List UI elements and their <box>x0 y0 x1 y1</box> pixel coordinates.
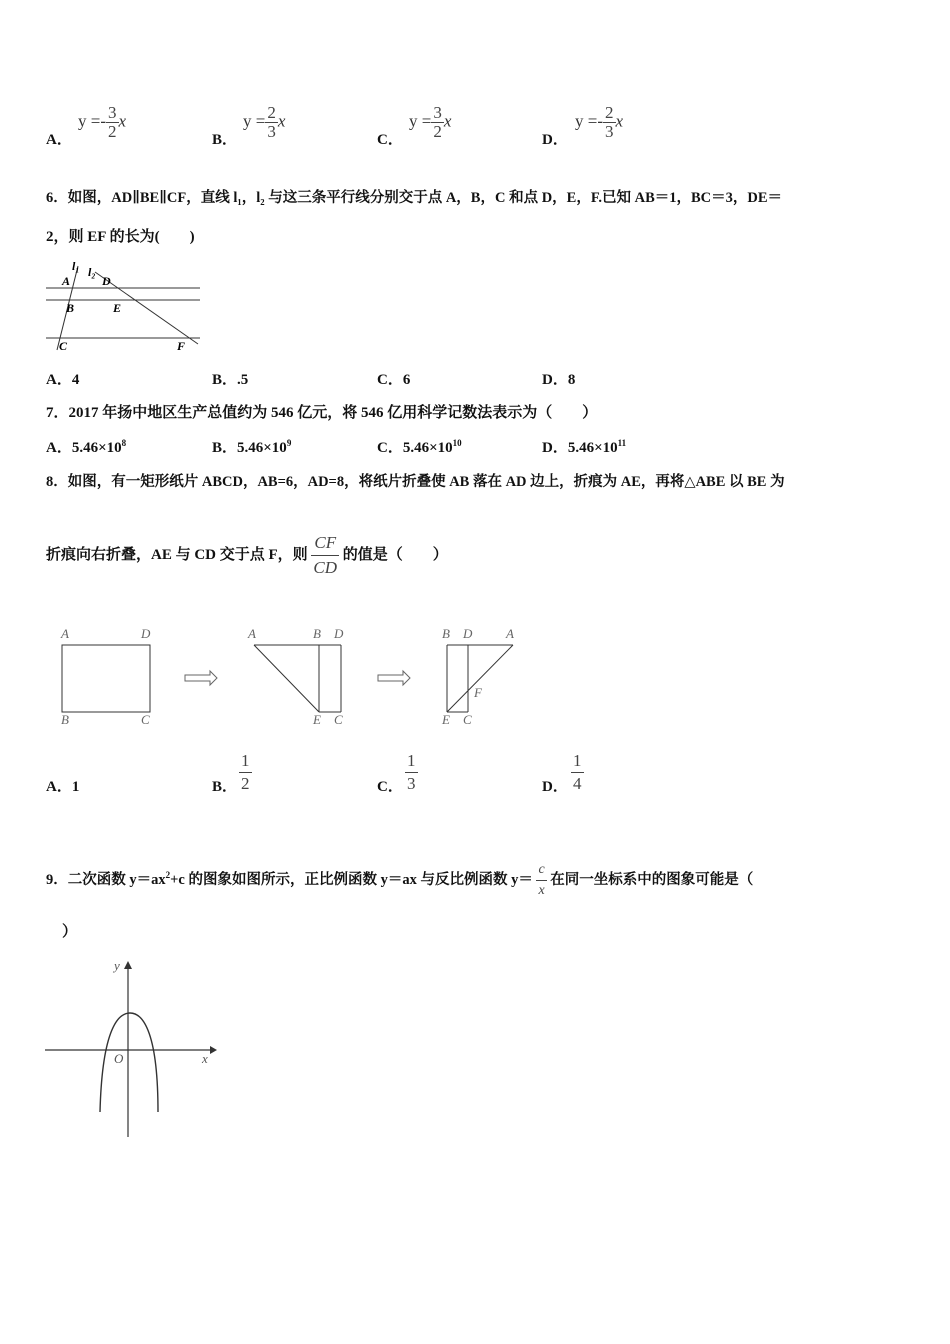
q5-b-den: 3 <box>267 122 276 141</box>
q9-label-y: y <box>114 958 120 973</box>
q8-fig1-a: A <box>61 626 69 641</box>
q8-question-line1: 8．如图，有一矩形纸片 ABCD，AB=6，AD=8，将纸片折叠使 AB 落在 AD 边上，折痕为 AE，再将△ABE 以 BE 为 <box>46 474 785 490</box>
q8-arrow-1 <box>185 671 217 685</box>
q9-parabola <box>100 1013 158 1112</box>
q7-d-base: D．5.46×10 <box>542 440 618 456</box>
q9-question-line2: ） <box>62 924 78 940</box>
q9-question <box>46 860 753 901</box>
q5-option-b-label: B． <box>212 132 238 148</box>
q8-fig3-c: C <box>463 712 472 727</box>
q9-sup: 2 <box>165 870 171 880</box>
q5-option-a-expr <box>78 104 126 141</box>
q8-fig2-a: A <box>248 626 256 641</box>
q7-c-exp: 10 <box>452 438 462 448</box>
q8-option-a[interactable]: A．1 <box>46 779 80 795</box>
q8-option-c-label[interactable]: C． <box>377 779 403 795</box>
q6-option-b[interactable]: B．.5 <box>212 372 249 388</box>
q7-question: 7．2017 年扬中地区生产总值约为 546 亿元，将 546 亿用科学记数法表示为（ ） <box>46 405 598 421</box>
q7-option-b[interactable] <box>212 436 291 457</box>
q9-x-arrow <box>210 1046 217 1054</box>
q5-option-d-expr <box>575 104 623 141</box>
q8-arrow-2 <box>378 671 410 685</box>
q5-d-prefix: y =- <box>575 111 603 131</box>
q5-option-c-expr <box>409 104 451 141</box>
q8-question-line2 <box>46 531 448 580</box>
q8-c-num: 1 <box>407 751 416 770</box>
q5-option-d[interactable] <box>542 128 568 149</box>
q5-option-b-expr <box>243 104 285 141</box>
q5-option-d-label: D． <box>542 132 568 148</box>
q6-option-c[interactable]: C．6 <box>377 372 411 388</box>
q6-label-l1: l₁ <box>72 259 80 273</box>
q8-option-d-label[interactable]: D． <box>542 779 568 795</box>
q9-frac-den: x <box>536 880 546 901</box>
q5-c-var: x <box>443 111 452 131</box>
q8-d-den: 4 <box>573 774 582 793</box>
q8-option-b-frac <box>239 750 252 795</box>
q6-question-line1: 6．如图，AD∥BE∥CF，直线 l₁，l₂ 与这三条平行线分别交于点 A，B，C 和点 D，E，F.已知 AB＝1，BC＝3，DE＝ <box>46 190 783 206</box>
q9-text-post: 在同一坐标系中的图象可能是（ <box>550 871 754 888</box>
q8-fig3-f: F <box>474 685 482 700</box>
q7-option-c[interactable] <box>377 436 462 457</box>
q5-option-c[interactable] <box>377 128 403 149</box>
q5-option-a[interactable] <box>46 128 72 149</box>
q8-fig3-e: E <box>442 712 450 727</box>
q5-option-a-label: A． <box>46 132 72 148</box>
q6-option-d[interactable]: D．8 <box>542 372 576 388</box>
q7-b-base: B．5.46×10 <box>212 440 287 456</box>
q8-fig3-d: D <box>463 626 473 641</box>
q8-fig2-e: E <box>313 712 321 727</box>
q8-c-den: 3 <box>407 774 416 793</box>
q5-a-num: 3 <box>108 103 117 122</box>
q7-d-exp: 11 <box>617 438 627 448</box>
q6-label-c: C <box>59 339 68 353</box>
q5-b-var: x <box>277 111 286 131</box>
q8-option-d-frac <box>571 750 584 795</box>
q9-text-mid: +c 的图象如图所示，正比例函数 y＝ax 与反比例函数 y＝ <box>170 871 533 888</box>
q8-fig1-c: C <box>141 712 150 727</box>
q5-d-den: 3 <box>605 122 614 141</box>
q6-question-line2: 2，则 EF 的长为( ) <box>46 229 195 245</box>
q5-c-den: 2 <box>433 122 442 141</box>
q8-b-num: 1 <box>241 751 250 770</box>
q8-fig2-d: D <box>334 626 344 641</box>
q6-label-d: D <box>102 274 111 288</box>
q7-option-a[interactable] <box>46 436 126 457</box>
q8-fig1-b: B <box>61 712 69 727</box>
q8-fig3-b: B <box>442 626 450 641</box>
q5-b-prefix: y = <box>243 111 266 131</box>
q9-frac-num: c <box>538 862 545 877</box>
q7-b-exp: 9 <box>286 438 292 448</box>
q5-d-num: 2 <box>605 103 614 122</box>
q7-a-exp: 8 <box>121 438 127 448</box>
q9-label-x: x <box>202 1051 208 1066</box>
q5-d-var: x <box>615 111 624 131</box>
q5-c-prefix: y = <box>409 111 432 131</box>
q8-fig2-fold <box>254 645 319 712</box>
q8-line2-post: 的值是（ ） <box>342 546 448 563</box>
q8-option-b-label[interactable]: B． <box>212 779 238 795</box>
q9-text-pre: 9．二次函数 y＝ax <box>46 871 166 888</box>
q7-a-base: A．5.46×10 <box>46 440 122 456</box>
q6-label-b: B <box>66 301 75 315</box>
q6-label-l2: l₂ <box>88 265 96 279</box>
q8-line2-pre: 折痕向右折叠，AE 与 CD 交于点 F，则 <box>46 546 308 563</box>
q5-a-var: x <box>118 111 127 131</box>
q5-option-b[interactable] <box>212 128 237 149</box>
q8-figures <box>55 624 535 730</box>
q7-c-base: C．5.46×10 <box>377 440 453 456</box>
q8-option-c-frac <box>405 750 418 795</box>
q8-frac-num: CF <box>314 533 337 552</box>
q7-option-d[interactable] <box>542 436 626 457</box>
q6-label-f: F <box>177 339 186 353</box>
q6-figure <box>40 258 210 354</box>
q8-fig2-c: C <box>334 712 343 727</box>
q9-label-o: O <box>114 1051 124 1066</box>
q5-b-num: 2 <box>267 103 276 122</box>
q8-frac-den: CD <box>311 555 339 580</box>
q9-y-arrow <box>124 961 132 969</box>
q6-label-e: E <box>113 301 122 315</box>
q6-option-a[interactable]: A．4 <box>46 372 80 388</box>
q5-a-prefix: y =- <box>78 111 106 131</box>
q5-c-num: 3 <box>433 103 442 122</box>
q8-fig1-rect <box>62 645 150 712</box>
q8-d-num: 1 <box>573 751 582 770</box>
q5-a-den: 2 <box>108 122 117 141</box>
q8-fig3-a: A <box>506 626 514 641</box>
q8-fig1-d: D <box>141 626 151 641</box>
q9-graph <box>40 955 220 1145</box>
q6-label-a: A <box>62 274 71 288</box>
q5-option-c-label: C． <box>377 132 403 148</box>
q8-b-den: 2 <box>241 774 250 793</box>
q8-fig3-ae <box>447 645 513 712</box>
q8-fig2-b: B <box>313 626 321 641</box>
